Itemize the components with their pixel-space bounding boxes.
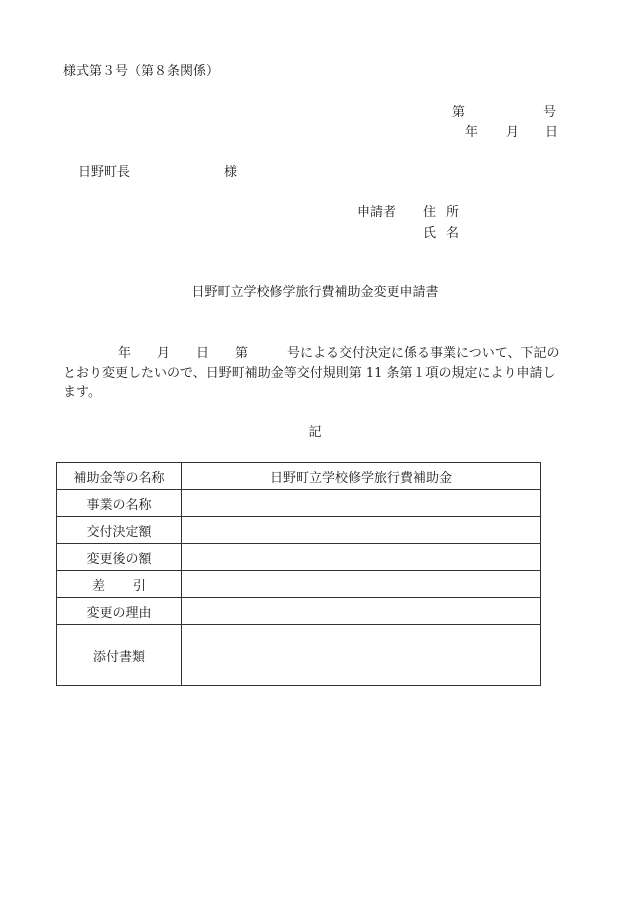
table-row — [57, 463, 541, 490]
row-label: 添付書類 — [57, 625, 182, 686]
row-label: 差引 — [91, 578, 174, 594]
document-title: 日野町立学校修学旅行費補助金変更申請書 — [191, 285, 439, 300]
row-value — [182, 625, 541, 686]
table-row — [57, 571, 541, 598]
date-month-label: 月 — [506, 125, 520, 140]
body-text-line: 年 月 日 第 号による交付決定に係る事業について、下記の — [118, 346, 560, 361]
row-label: 補助金等の名称 — [57, 463, 182, 490]
addressee-name: 日野町長 — [78, 165, 131, 180]
body-text-line: とおり変更したいので、日野町補助金等交付規則第 11 条第１項の規定により申請し — [63, 366, 556, 381]
applicant-name-label: 氏名 — [423, 226, 470, 241]
body-text-line: ます。 — [63, 385, 101, 400]
row-value — [182, 598, 541, 625]
application-table — [56, 462, 541, 686]
table-row — [57, 544, 541, 571]
table-row — [57, 490, 541, 517]
row-value — [182, 571, 541, 598]
row-value — [182, 517, 541, 544]
row-value: 日野町立学校修学旅行費補助金 — [182, 463, 541, 490]
applicant-address-label: 住所 — [423, 205, 470, 220]
table-row — [57, 517, 541, 544]
record-label: 記 — [308, 425, 322, 440]
date-day-label: 日 — [545, 125, 559, 140]
row-value — [182, 490, 541, 517]
document-number-suffix: 号 — [543, 105, 557, 120]
table-row — [57, 598, 541, 625]
row-label: 変更の理由 — [57, 598, 182, 625]
document-number-label: 第 — [452, 105, 466, 120]
row-value — [182, 544, 541, 571]
table-row — [57, 625, 541, 686]
row-label: 交付決定額 — [57, 517, 182, 544]
addressee-honorific: 様 — [224, 165, 238, 180]
form-number: 様式第３号（第８条関係） — [63, 64, 220, 79]
row-label: 事業の名称 — [57, 490, 182, 517]
applicant-label: 申請者 — [357, 205, 397, 220]
date-year-label: 年 — [465, 125, 479, 140]
row-label: 変更後の額 — [57, 544, 182, 571]
